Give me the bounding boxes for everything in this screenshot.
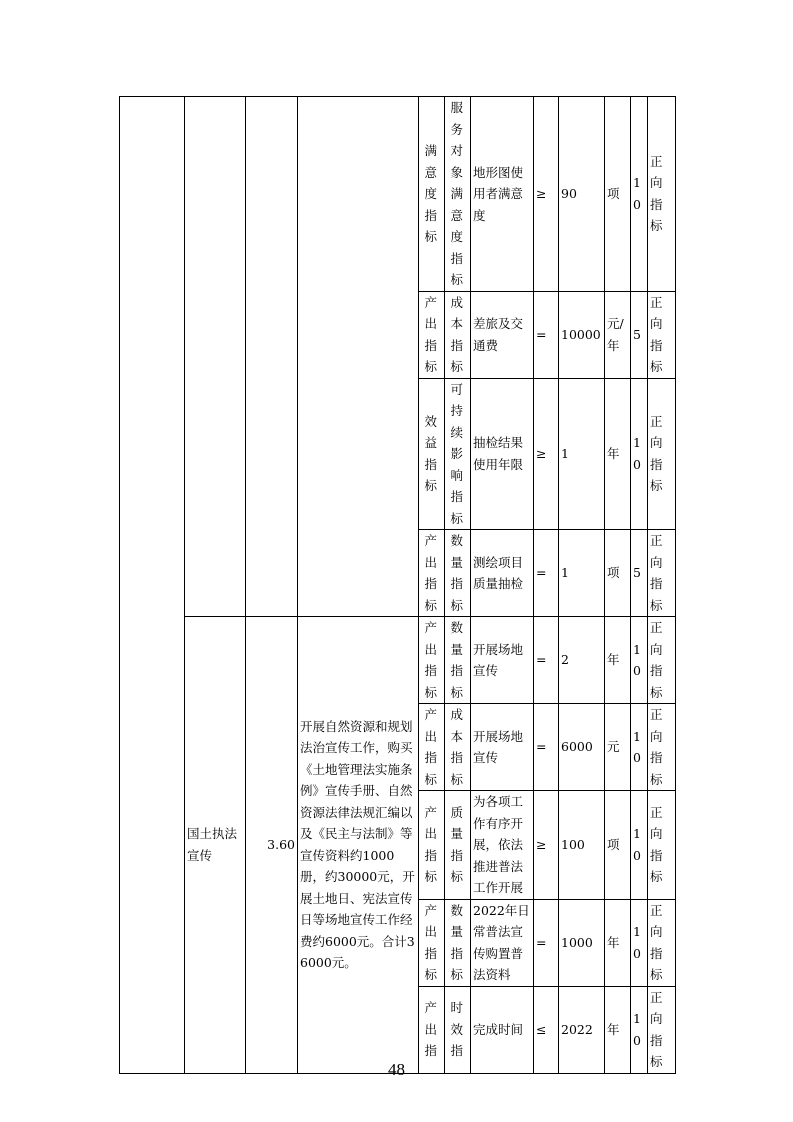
indicator-name: 2022年日常普法宣传购置普法资料 bbox=[471, 899, 534, 986]
second-level-indicator: 质量指标 bbox=[445, 791, 471, 900]
unit: 项 bbox=[605, 530, 631, 617]
second-level-indicator: 数量指标 bbox=[445, 899, 471, 986]
indicator-name: 测绘项目质量抽检 bbox=[471, 530, 534, 617]
direction: 正向指标 bbox=[648, 899, 676, 986]
direction: 正向指标 bbox=[648, 617, 676, 704]
first-level-indicator: 产出指标 bbox=[419, 291, 445, 378]
weight: 10 bbox=[631, 704, 648, 791]
weight: 5 bbox=[631, 291, 648, 378]
comparison-operator: = bbox=[534, 704, 559, 791]
comparison-operator: ≥ bbox=[534, 791, 559, 900]
empty-cell-content bbox=[298, 97, 419, 617]
unit: 年 bbox=[605, 899, 631, 986]
first-level-indicator: 产出指标 bbox=[419, 617, 445, 704]
first-level-indicator: 效益指标 bbox=[419, 378, 445, 530]
first-level-indicator: 产出指标 bbox=[419, 704, 445, 791]
indicator-name: 为各项工作有序开展，依法推进普法工作开展 bbox=[471, 791, 534, 900]
direction: 正向指标 bbox=[648, 986, 676, 1073]
indicator-name: 开展场地宣传 bbox=[471, 617, 534, 704]
comparison-operator: ≤ bbox=[534, 986, 559, 1073]
weight: 10 bbox=[631, 986, 648, 1073]
target-value: 1 bbox=[559, 530, 605, 617]
direction: 正向指标 bbox=[648, 97, 676, 292]
empty-cell-amount bbox=[246, 97, 298, 617]
first-level-indicator: 满意度指标 bbox=[419, 97, 445, 292]
project-content: 开展自然资源和规划法治宣传工作，购买《土地管理法实施条例》宣传手册、自然资源法律法规汇编以及《民主与法制》等宣传资料约1000册，约30000元，开展土地日、宪法宣传日等场地宣传工作经费约6000元。合计36000元。 bbox=[298, 617, 419, 1074]
weight: 10 bbox=[631, 378, 648, 530]
direction: 正向指标 bbox=[648, 530, 676, 617]
indicator-name: 完成时间 bbox=[471, 986, 534, 1073]
target-value: 6000 bbox=[559, 704, 605, 791]
weight: 5 bbox=[631, 530, 648, 617]
weight: 10 bbox=[631, 899, 648, 986]
project-amount: 3.60 bbox=[246, 617, 298, 1074]
empty-cell-left bbox=[120, 97, 185, 1074]
first-level-indicator: 产出指标 bbox=[419, 791, 445, 900]
unit: 年 bbox=[605, 986, 631, 1073]
unit: 年 bbox=[605, 378, 631, 530]
second-level-indicator: 服务对象满意度指标 bbox=[445, 97, 471, 292]
page-number: 48 bbox=[388, 1060, 405, 1079]
weight: 10 bbox=[631, 617, 648, 704]
second-level-indicator: 数量指标 bbox=[445, 530, 471, 617]
indicator-name: 抽检结果使用年限 bbox=[471, 378, 534, 530]
target-value: 90 bbox=[559, 97, 605, 292]
weight: 10 bbox=[631, 791, 648, 900]
comparison-operator: ≥ bbox=[534, 378, 559, 530]
indicator-name: 差旅及交通费 bbox=[471, 291, 534, 378]
target-value: 1000 bbox=[559, 899, 605, 986]
second-level-indicator: 数量指标 bbox=[445, 617, 471, 704]
comparison-operator: ≥ bbox=[534, 97, 559, 292]
project-name: 国土执法宣传 bbox=[185, 617, 246, 1074]
second-level-indicator: 成本指标 bbox=[445, 291, 471, 378]
target-value: 100 bbox=[559, 791, 605, 900]
direction: 正向指标 bbox=[648, 791, 676, 900]
table-row bbox=[120, 617, 676, 704]
direction: 正向指标 bbox=[648, 704, 676, 791]
first-level-indicator: 产出指标 bbox=[419, 899, 445, 986]
unit: 元 bbox=[605, 704, 631, 791]
target-value: 2 bbox=[559, 617, 605, 704]
first-level-indicator: 产出指 bbox=[419, 986, 445, 1073]
direction: 正向指标 bbox=[648, 378, 676, 530]
target-value: 2022 bbox=[559, 986, 605, 1073]
unit: 项 bbox=[605, 97, 631, 292]
comparison-operator: = bbox=[534, 899, 559, 986]
unit: 项 bbox=[605, 791, 631, 900]
second-level-indicator: 成本指标 bbox=[445, 704, 471, 791]
target-value: 1 bbox=[559, 378, 605, 530]
comparison-operator: = bbox=[534, 291, 559, 378]
unit: 年 bbox=[605, 617, 631, 704]
weight: 10 bbox=[631, 97, 648, 292]
indicator-name: 开展场地宣传 bbox=[471, 704, 534, 791]
comparison-operator: = bbox=[534, 530, 559, 617]
unit: 元/年 bbox=[605, 291, 631, 378]
second-level-indicator: 时效指 bbox=[445, 986, 471, 1073]
table-row bbox=[120, 97, 676, 292]
first-level-indicator: 产出指标 bbox=[419, 530, 445, 617]
target-value: 10000 bbox=[559, 291, 605, 378]
empty-cell-project bbox=[185, 97, 246, 617]
indicator-name: 地形图使用者满意度 bbox=[471, 97, 534, 292]
performance-indicator-table bbox=[119, 96, 676, 1074]
direction: 正向指标 bbox=[648, 291, 676, 378]
comparison-operator: = bbox=[534, 617, 559, 704]
second-level-indicator: 可持续影响指标 bbox=[445, 378, 471, 530]
